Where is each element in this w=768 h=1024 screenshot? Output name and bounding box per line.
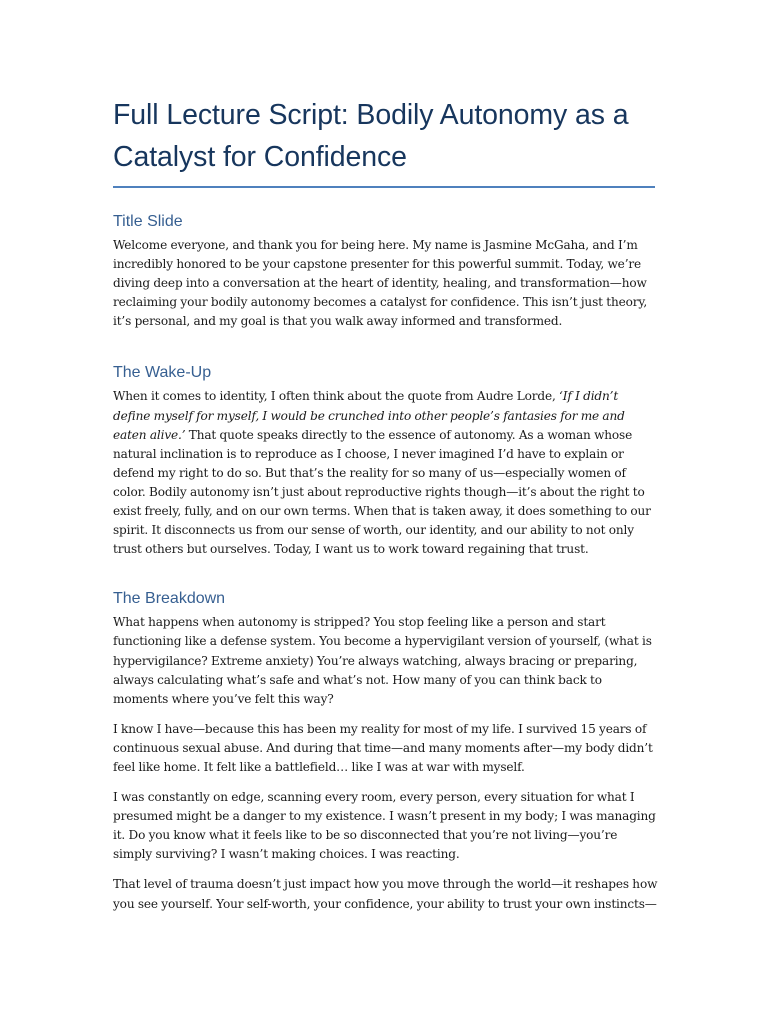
document-body [113, 94, 658, 914]
section-breakdown [113, 589, 658, 913]
section-heading-wake-up: The Wake-Up [113, 364, 212, 382]
paragraph-wake-up [113, 387, 658, 559]
paragraph-welcome: Welcome everyone, and thank you for being here. My name is Jasmine McGaha, and I’m incredibly honored to be your capstone presenter for this powerful summit. Today, we’re diving deep into a conversation at the heart of identity, healing, and transformation—how reclaiming your bodily autonomy becomes a catalyst for confidence. This isn’t just theory, it’s personal, and my goal is that you walk away informed and transformed. [113, 238, 648, 329]
section-title-slide [113, 212, 658, 331]
section-wake-up [113, 363, 658, 559]
paragraph-wake-up-tail: That quote speaks directly to the essence of autonomy. As a woman whose natural inclination is to reproduce as I choose, I never imagined I’d have to explain or defend my right to do so. But that’s the reality for so many of us—especially women of color. Bodily autonomy isn’t just about reproductive rights though—it’s about the right to exist freely, fully, and on our own terms. When that is taken away, it does something to our spirit. It disconnects us from our sense of worth, our identity, and our ability to not only trust others but ourselves. Today, I want us to work toward regaining that trust. [113, 427, 651, 557]
section-heading-breakdown: The Breakdown [113, 590, 226, 608]
paragraph-breakdown-1: What happens when autonomy is stripped? You stop feeling like a person and start functioning like a defense system. You become a hypervigilant version of yourself, (what is hypervigilance? Extreme anxiety) You’re always watching, always bracing or preparing, always calculating what’s safe and what’s not. How many of you can think back to moments where you’ve felt this way? [113, 615, 652, 706]
paragraph-breakdown-2: I know I have—because this has been my reality for most of my life. I survived 15 years of continuous sexual abuse. And during that time—and many moments after—my body didn’t feel like home. It felt like a battlefield… like I was at war with myself. [113, 721, 653, 774]
paragraph-breakdown-4: That level of trauma doesn’t just impact how you move through the world—it reshapes how you see yourself. Your self-worth, your confidence, your ability to trust your own instincts— [113, 877, 658, 911]
title-underline [113, 186, 655, 188]
paragraph-breakdown-3: I was constantly on edge, scanning every room, every person, every situation for what I presumed might be a danger to my existence. I wasn’t present in my body; I was managing it. Do you know what it feels like to be so disconnected that you’re not living—you’re simply surviving? I wasn’t making choices. I was reacting. [113, 790, 656, 862]
audre-lorde-quote: ‘If I didn’t define myself for myself, I would be crunched into other people’s fantasies for me and eaten alive.’ [113, 389, 625, 442]
section-heading-title-slide: Title Slide [113, 213, 183, 230]
paragraph-wake-up-lead: When it comes to identity, I often think about the quote from Audre Lorde, [113, 389, 560, 404]
document-title: Full Lecture Script: Bodily Autonomy as a Catalyst for Confidence [113, 99, 629, 173]
